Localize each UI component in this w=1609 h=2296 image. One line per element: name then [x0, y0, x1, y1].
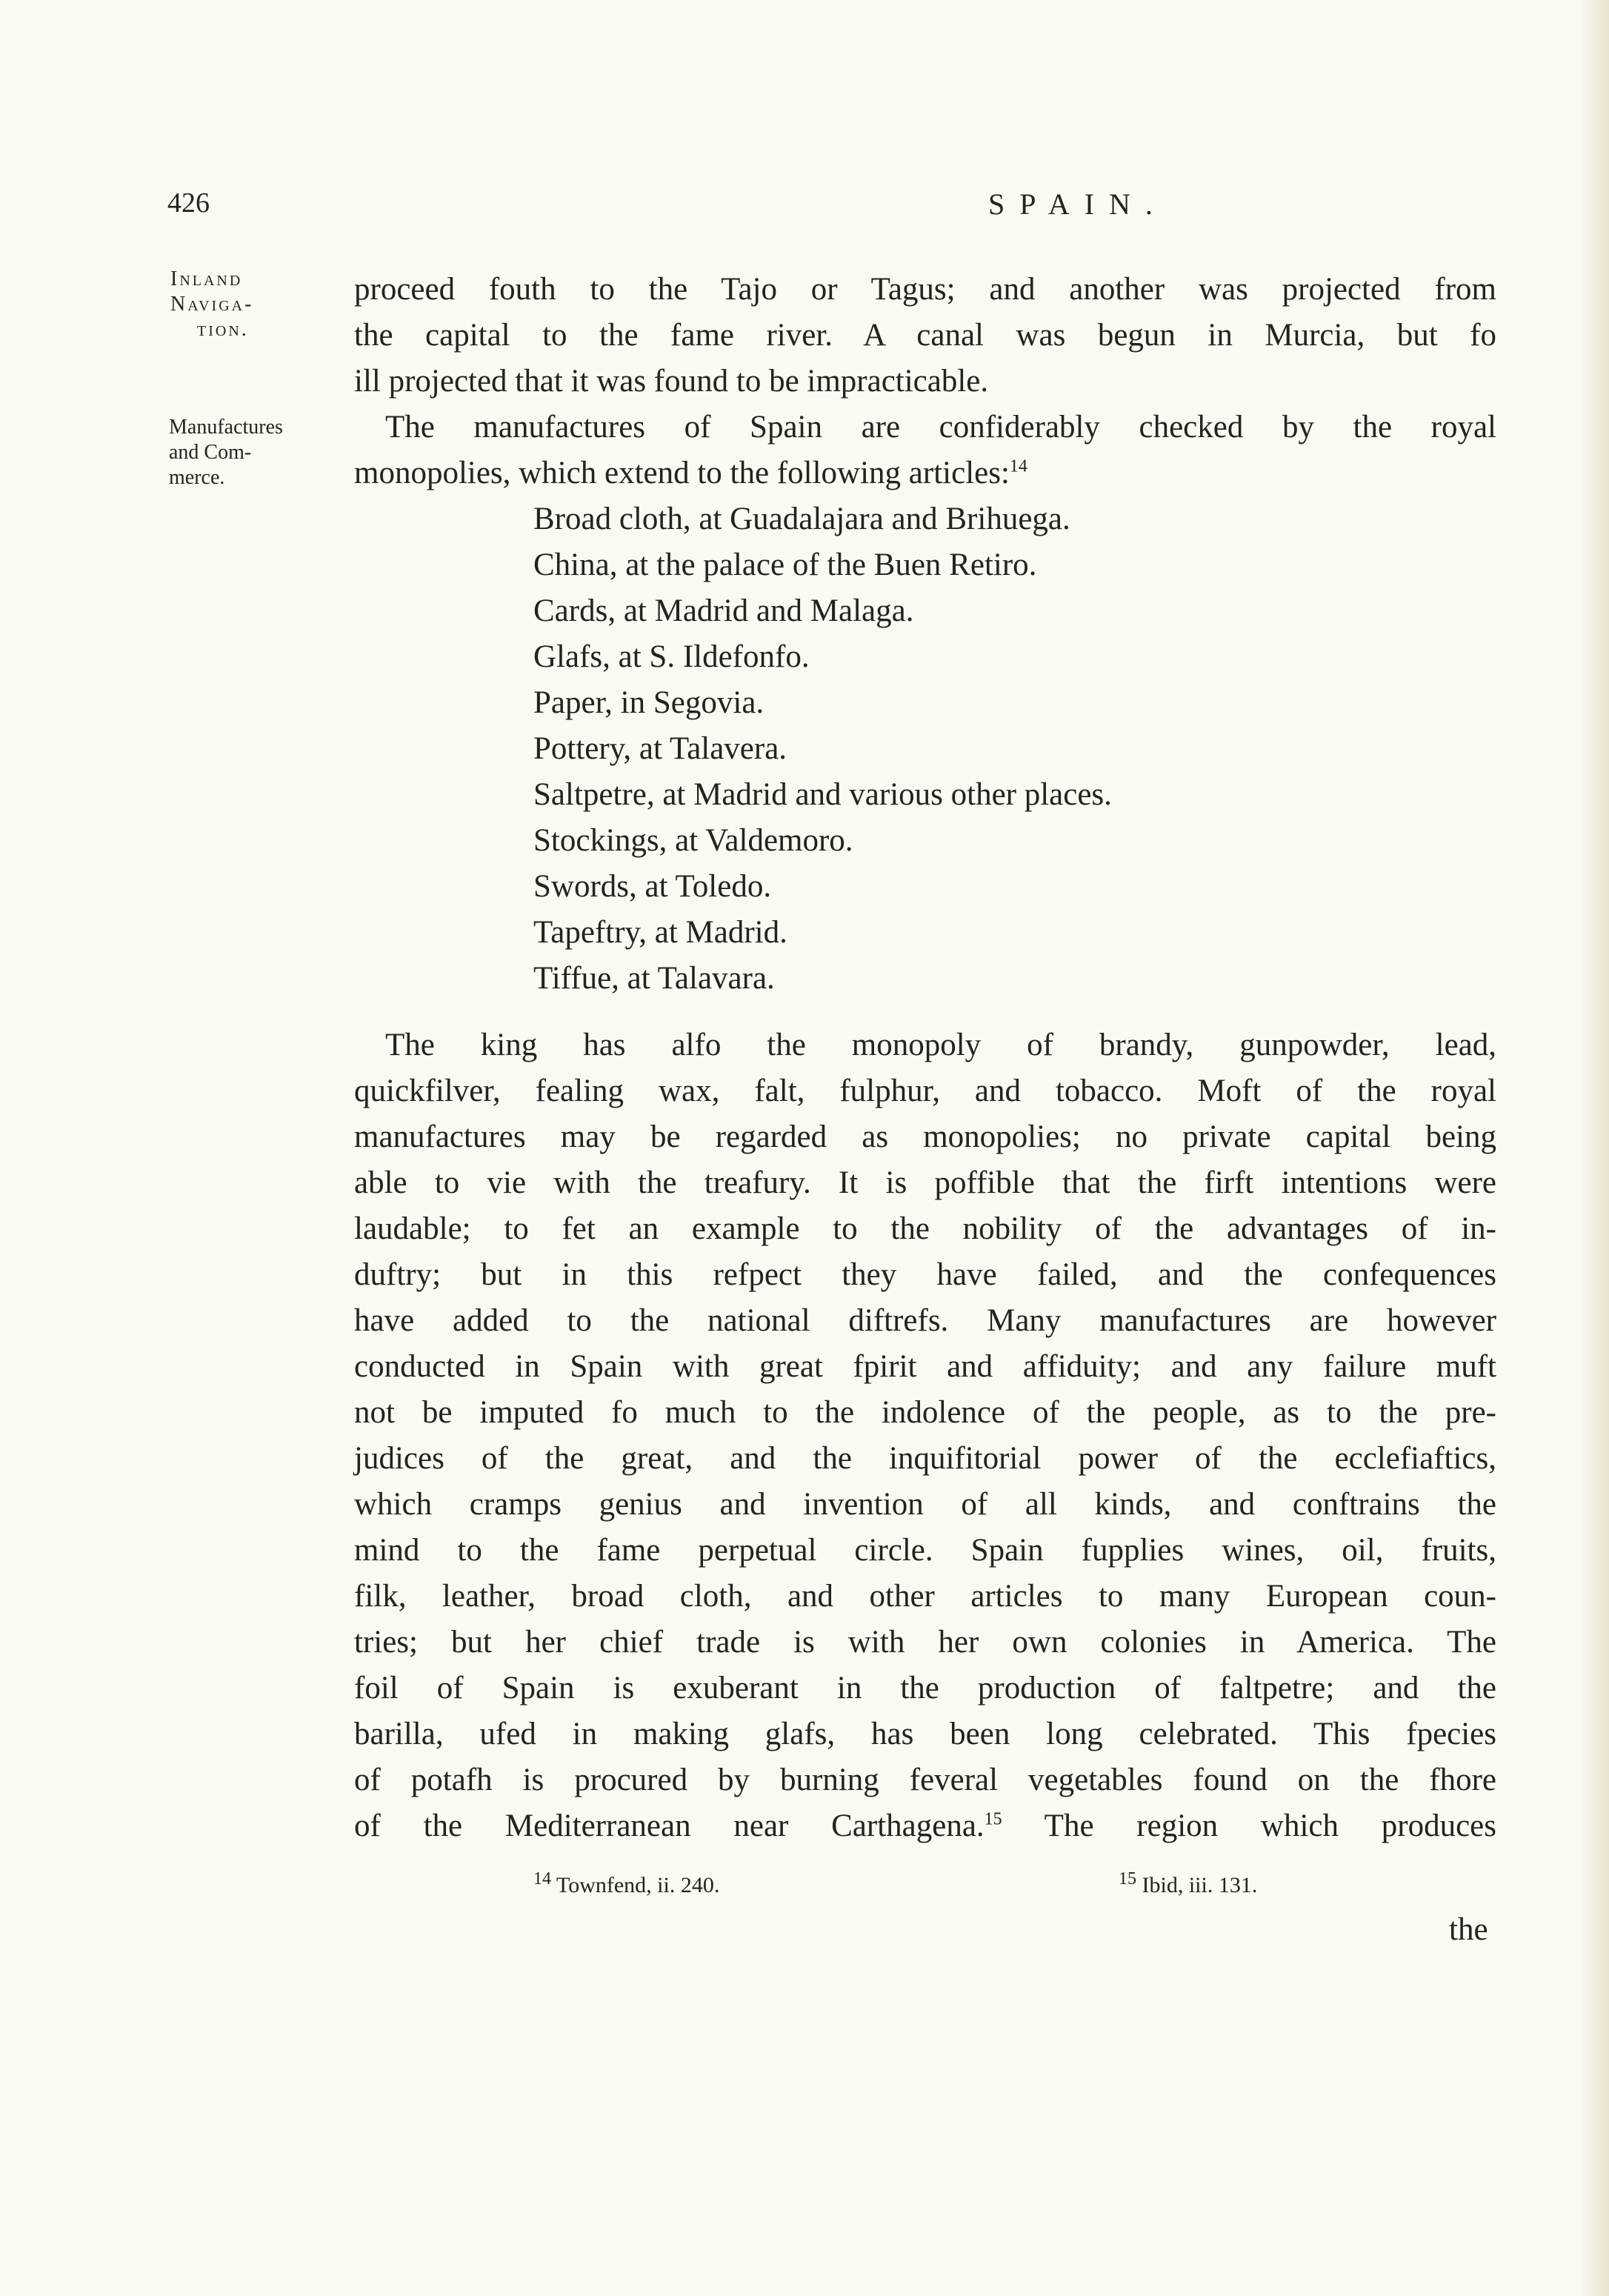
page-header: [167, 187, 1498, 231]
catchword: the: [1449, 1912, 1488, 1947]
text-line: filk, leather, broad cloth, and other articles to many European coun-: [354, 1579, 1496, 1614]
footnote-mark: 15: [1119, 1869, 1136, 1889]
text-line: The king has alfo the monopoly of brandy, gunpowder, lead,: [385, 1028, 1496, 1062]
margin-note-line: Manufactures: [169, 416, 283, 439]
text-line: of potafh is procured by burning feveral vegetables found on the fhore: [354, 1763, 1496, 1797]
running-head: SPAIN.: [988, 187, 1167, 221]
list-item: China, at the palace of the Buen Retiro.: [533, 548, 1037, 582]
text-line: ill projected that it was found to be impracticable.: [354, 364, 989, 399]
list-item: Swords, at Toledo.: [533, 869, 772, 904]
list-item: Pottery, at Talavera.: [533, 731, 787, 766]
text-line: The region which produces: [1044, 1808, 1496, 1843]
list-item: Glafs, at S. Ildefonfo.: [533, 639, 810, 674]
list-item: Stockings, at Valdemoro.: [533, 823, 853, 858]
text-line: laudable; to fet an example to the nobility of the advantages of in-: [354, 1211, 1496, 1246]
text-line: able to vie with the treafury. It is poffible that the firft intentions were: [354, 1165, 1496, 1200]
text-line: mind to the fame perpetual circle. Spain fupplies wines, oil, fruits,: [354, 1533, 1496, 1568]
footnote-text: Ibid, iii. 131.: [1142, 1873, 1258, 1897]
list-item: Broad cloth, at Guadalajara and Brihuega.: [533, 502, 1070, 536]
list-item: Cards, at Madrid and Malaga.: [533, 593, 914, 628]
margin-note-line: merce.: [169, 466, 225, 489]
text-line: the capital to the fame river. A canal was begun in Murcia, but fo: [354, 318, 1496, 353]
margin-note-line: Inland: [170, 267, 243, 290]
text-line: have added to the national diftrefs. Many manufactures are however: [354, 1303, 1496, 1338]
text-line: which cramps genius and invention of all kinds, and conftrains the: [354, 1487, 1496, 1522]
footnote-reference: 15: [984, 1809, 1002, 1829]
paragraph-canals-and-monopolies: [354, 267, 1496, 496]
text-line: foil of Spain is exuberant in the production of faltpetre; and the: [354, 1671, 1496, 1706]
footnote-text: Townfend, ii. 240.: [556, 1873, 720, 1897]
text-line: proceed fouth to the Tajo or Tagus; and another was projected from: [354, 272, 1496, 307]
text-line: duftry; but in this refpect they have failed, and the confequences: [354, 1257, 1496, 1292]
footnote: [1119, 1869, 1258, 1898]
list-item: Saltpetre, at Madrid and various other places.: [533, 777, 1112, 812]
page-edge-shadow: [1579, 0, 1609, 2296]
footnote-reference: 14: [1009, 456, 1027, 476]
text-line: of the Mediterranean near Carthagena.: [354, 1808, 985, 1843]
text-line-with-note: [354, 450, 1496, 496]
footnote: [533, 1869, 720, 1898]
text-line: manufactures may be regarded as monopolies; no private capital being: [354, 1119, 1496, 1154]
margin-note-line: Naviga-: [170, 293, 254, 316]
page-number: 426: [167, 187, 210, 219]
text-line: quickfilver, fealing wax, falt, fulphur, and tobacco. Moft of the royal: [354, 1074, 1496, 1108]
margin-note-line: and Com-: [169, 441, 252, 464]
text-line: conducted in Spain with great fpirit and affiduity; and any failure muft: [354, 1349, 1496, 1384]
paragraph-royal-monopolies: [354, 1022, 1496, 1849]
list-item: Tiffue, at Talavara.: [533, 961, 775, 996]
text-line: monopolies, which extend to the following articles:: [354, 456, 1010, 490]
margin-note-line: tion.: [197, 318, 249, 341]
text-line: tries; but her chief trade is with her own colonies in America. The: [354, 1625, 1496, 1660]
margin-note-manufactures-commerce: [169, 415, 283, 490]
footnote-mark: 14: [533, 1869, 551, 1889]
text-line-with-note: [354, 1803, 1496, 1849]
footnotes: [533, 1869, 1348, 1906]
monopoly-articles-list: [533, 496, 1422, 1002]
text-line: not be imputed fo much to the indolence of the people, as to the pre-: [354, 1395, 1496, 1430]
text-line: judices of the great, and the inquifitorial power of the ecclefiaftics,: [354, 1441, 1496, 1476]
list-item: Tapeftry, at Madrid.: [533, 915, 787, 950]
text-line: barilla, ufed in making glafs, has been long celebrated. This fpecies: [354, 1717, 1496, 1751]
margin-note-inland-navigation: [170, 267, 253, 342]
text-line: The manufactures of Spain are confiderably checked by the royal: [385, 410, 1496, 445]
list-item: Paper, in Segovia.: [533, 685, 764, 720]
